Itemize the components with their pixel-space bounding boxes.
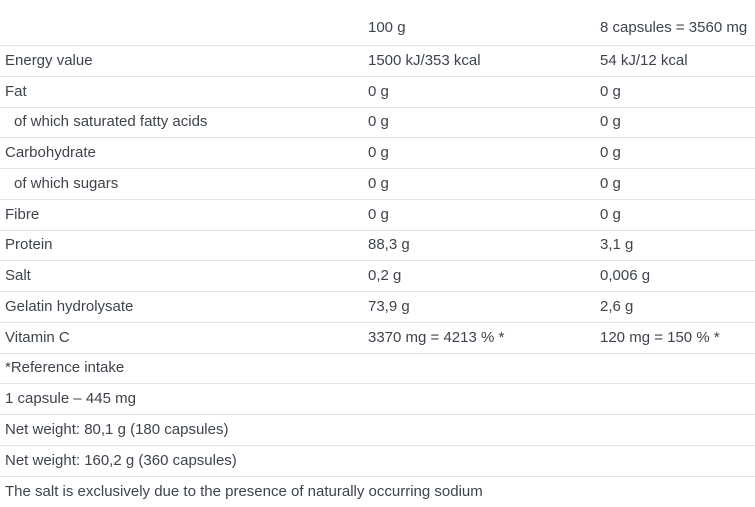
value-per-100g: 0 g	[368, 144, 389, 162]
value-per-100g: 88,3 g	[368, 236, 410, 254]
value-per-100g: 0 g	[368, 205, 389, 223]
table-row	[0, 77, 755, 108]
nutrient-label: of which saturated fatty acids	[14, 113, 208, 131]
note-row	[0, 384, 755, 415]
value-per-serving: 0,006 g	[600, 267, 651, 285]
value-per-serving: 0 g	[600, 144, 621, 162]
nutrient-label: Gelatin hydrolysate	[5, 297, 134, 315]
value-per-100g: 0 g	[368, 113, 389, 131]
nutrient-label: of which sugars	[14, 174, 119, 192]
table-row	[0, 108, 755, 139]
nutrient-label: Vitamin C	[5, 328, 70, 346]
nutrient-label: Energy value	[5, 51, 93, 69]
value-per-100g: 0 g	[368, 174, 389, 192]
note-row	[0, 415, 755, 446]
value-per-serving: 120 mg = 150 % *	[600, 328, 720, 346]
value-per-serving: 0 g	[600, 82, 621, 100]
note-row	[0, 354, 755, 385]
note-text: 1 capsule – 445 mg	[5, 390, 136, 408]
header-per-100g: 100 g	[368, 19, 406, 36]
table-row	[0, 292, 755, 323]
value-per-serving: 0 g	[600, 113, 621, 131]
header-per-serving: 8 capsules = 3560 mg	[600, 19, 748, 36]
table-row	[0, 200, 755, 231]
nutrient-label: Salt	[5, 267, 31, 285]
nutrient-label: Fat	[5, 82, 27, 100]
table-row	[0, 261, 755, 292]
value-per-100g: 3370 mg = 4213 % *	[368, 328, 505, 346]
note-text: Net weight: 80,1 g (180 capsules)	[5, 420, 229, 438]
value-per-100g: 73,9 g	[368, 297, 410, 315]
value-per-serving: 54 kJ/12 kcal	[600, 51, 688, 69]
value-per-100g: 0 g	[368, 82, 389, 100]
table-row	[0, 231, 755, 262]
value-per-100g: 1500 kJ/353 kcal	[368, 51, 481, 69]
value-per-serving: 2,6 g	[600, 297, 634, 315]
nutrient-label: Carbohydrate	[5, 144, 96, 162]
table-row	[0, 169, 755, 200]
table-row	[0, 138, 755, 169]
nutrient-label: Fibre	[5, 205, 40, 223]
table-row	[0, 323, 755, 354]
value-per-serving: 0 g	[600, 174, 621, 192]
value-per-100g: 0,2 g	[368, 267, 402, 285]
table-row	[0, 46, 755, 77]
table-header-row	[0, 0, 755, 46]
note-text: *Reference intake	[5, 359, 125, 377]
note-text: Net weight: 160,2 g (360 capsules)	[5, 451, 237, 469]
note-row	[0, 477, 755, 507]
note-row	[0, 446, 755, 477]
value-per-serving: 0 g	[600, 205, 621, 223]
nutrient-label: Protein	[5, 236, 53, 254]
table-body	[0, 46, 755, 507]
value-per-serving: 3,1 g	[600, 236, 634, 254]
note-text: The salt is exclusively due to the presence of naturally occurring sodium	[5, 482, 483, 500]
